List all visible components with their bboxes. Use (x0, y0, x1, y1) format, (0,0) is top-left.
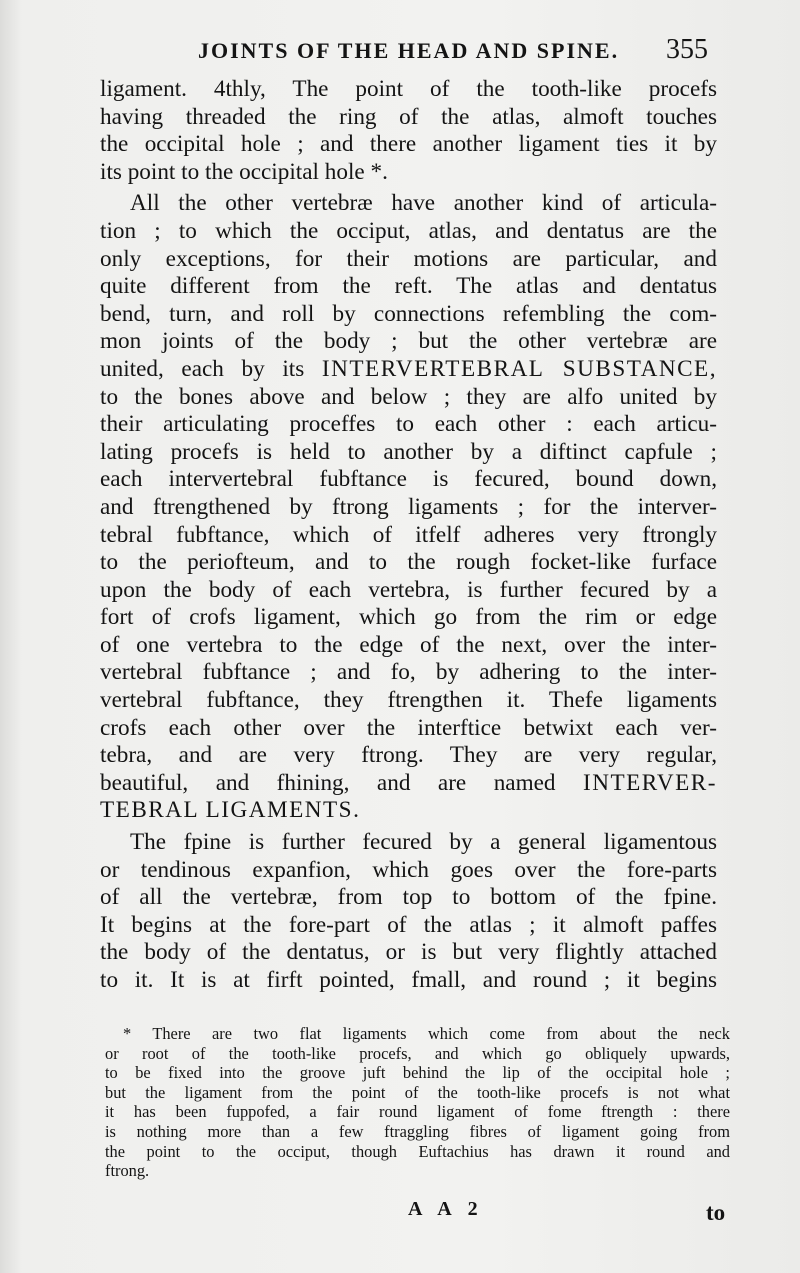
text-line (100, 797, 717, 825)
text-line-mixed (100, 356, 717, 384)
text-line: fort of crofs ligament, which go from the rim or edge (100, 604, 717, 631)
page-number: 355 (666, 34, 708, 65)
footnote (105, 1024, 730, 1181)
text-line: its point to the occipital hole *. (100, 158, 388, 185)
footnote-line: is nothing more than a few ftraggling fibres of ligament going from (105, 1121, 730, 1141)
footnote-line: but the ligament from the point of the tooth-like procefs is not what (105, 1082, 730, 1102)
running-title: JOINTS OF THE HEAD AND SPINE. (198, 38, 620, 63)
signature-mark: A A 2 (408, 1198, 484, 1220)
text-line: the occipital hole ; and there another ligament ties it by (100, 131, 717, 158)
text-line: of all the vertebræ, from top to bottom of the fpine. (100, 884, 717, 911)
text-line: and ftrengthened by ftrong ligaments ; for the interver- (100, 493, 717, 520)
smallcaps-term: TEBRAL LIGAMENTS. (100, 797, 361, 824)
text-line: quite different from the reft. The atlas and dentatus (100, 273, 717, 300)
text-line: to the bones above and below ; they are alfo united by (100, 383, 717, 410)
text-line: ligament. 4thly, The point of the tooth-like procefs (100, 76, 717, 102)
text-line: The fpine is further fecured by a general ligamentous (130, 829, 717, 856)
text-line: tebra, and are very ftrong. They are very regular, (100, 742, 717, 769)
paragraph-1 (100, 76, 717, 186)
text-line: vertebral fubftance ; and fo, by adhering to the inter- (100, 659, 717, 686)
main-text (100, 76, 717, 995)
running-header (100, 34, 740, 70)
text-line: of one vertebra to the edge of the next, over the inter- (100, 631, 717, 658)
text-line: to the periofteum, and to the rough focket-like furface (100, 549, 717, 576)
footnote-line: ftrong. (105, 1161, 150, 1181)
text-span: united, each by its (100, 355, 322, 382)
text-line-mixed (100, 770, 717, 798)
text-line: only exceptions, for their motions are particular, and (100, 245, 717, 272)
text-line: lating procefs is held to another by a diftinct capfule ; (100, 438, 717, 465)
text-line: the body of the dentatus, or is but very flightly attached (100, 939, 717, 966)
text-line: to it. It is at firft pointed, fmall, and round ; it begins (100, 967, 717, 993)
footnote-line: it has been fuppofed, a fair round ligament of fome ftrength : there (105, 1102, 730, 1122)
text-line: or tendinous expanfion, which goes over the fore-parts (100, 856, 717, 883)
footnote-line: * There are two flat ligaments which come from about the neck (123, 1024, 730, 1043)
footnote-line: to be fixed into the groove juft behind the lip of the occipital hole ; (105, 1063, 730, 1083)
footnote-line: or root of the tooth-like procefs, and which go obliquely upwards, (105, 1043, 730, 1063)
text-line: vertebral fubftance, they ftrengthen it. Thefe ligaments (100, 687, 717, 714)
text-line: All the other vertebræ have another kind of articula- (130, 190, 717, 217)
footnote-line: the point to the occiput, though Euftachius has drawn it round and (105, 1141, 730, 1161)
paragraph-2 (100, 190, 717, 825)
text-line: crofs each other over the interftice betwixt each ver- (100, 714, 717, 741)
text-line: their articulating proceffes to each other : each articu- (100, 411, 717, 438)
text-line: tion ; to which the occiput, atlas, and dentatus are the (100, 217, 717, 244)
text-span: beautiful, and fhining, and are named (100, 769, 583, 796)
text-line: It begins at the fore-part of the atlas ; it almoft paffes (100, 911, 717, 938)
text-line: each intervertebral fubftance is fecured, bound down, (100, 466, 717, 493)
text-line: mon joints of the body ; but the other vertebræ are (100, 328, 717, 355)
smallcaps-term: INTERVERTEBRAL SUBSTANCE, (321, 355, 717, 382)
text-line: having threaded the ring of the atlas, almoft touches (100, 103, 717, 130)
paragraph-3 (100, 829, 717, 995)
text-line: bend, turn, and roll by connections refembling the com- (100, 300, 717, 327)
text-line: tebral fubftance, which of itfelf adheres very ftrongly (100, 521, 717, 548)
smallcaps-term: INTERVER- (583, 769, 717, 796)
text-line: upon the body of each vertebra, is further fecured by a (100, 576, 717, 603)
catchword: to (706, 1200, 726, 1225)
